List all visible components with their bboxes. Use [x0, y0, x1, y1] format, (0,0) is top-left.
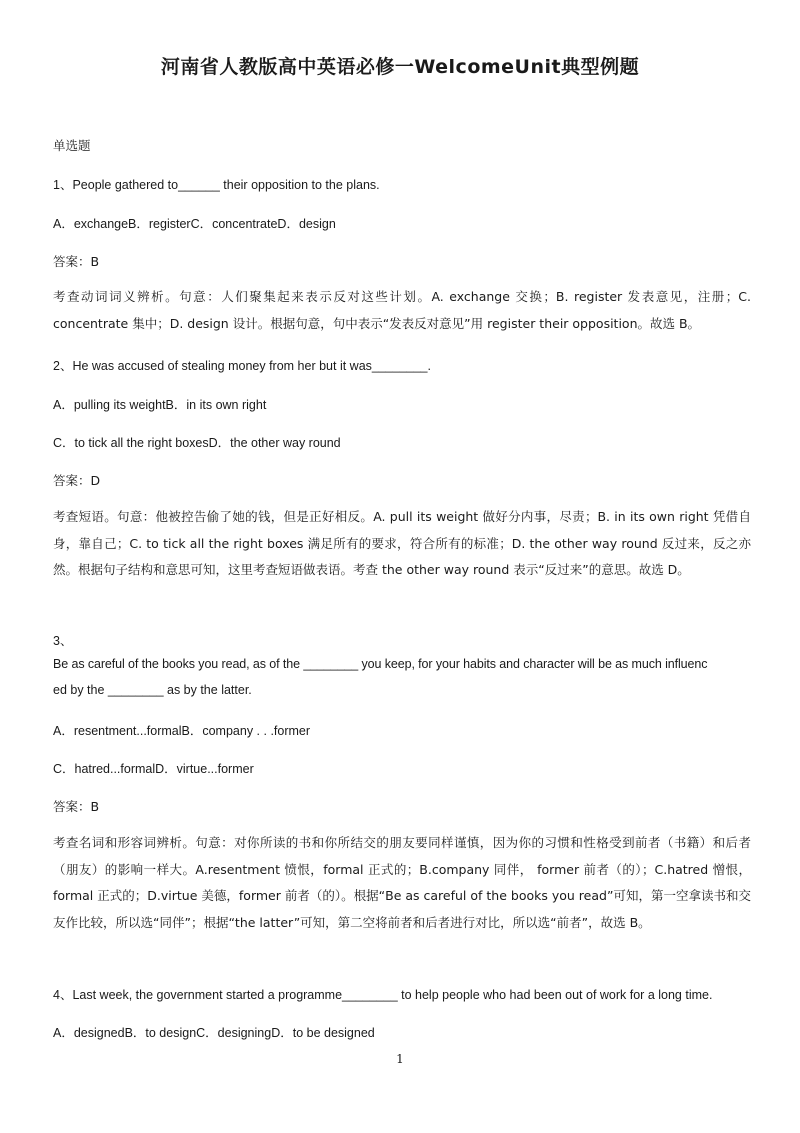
question-1-options: A．exchangeB．registerC．concentrateD．design: [53, 217, 336, 231]
question-3-analysis: 考查名词和形容词辨析。句意：对你所读的书和你所结交的朋友要同样谨慎，因为你的习惯和性格受到前者（书籍）和后者（朋友）的影响一样大。A.resentment 愤恨，formal 正式的；B.company 同伴， former 前者（的）；C.hatred 憎恨，formal 正式的；D.virtue 美德，former 前者（的）。根据“Be as careful of the books you read”可知，第一空拿读书和交友作比较，所以选“同伴”；根据“the latter”可知，第二空将前者和后者进行对比，所以选“前者”，故选 B。: [53, 835, 751, 931]
question-1-analysis: 考查动词词义辨析。句意：人们聚集起来表示反对这些计划。A. exchange 交换；B. register 发表意见，注册；C. concentrate 集中；D. design 设计。根据句意，句中表示“发表反对意见”用 register their opposition。故选 B。: [53, 289, 751, 331]
question-4-options: A．designedB．to designC．designingD．to be designed: [53, 1026, 375, 1040]
section-heading: 单选题: [53, 138, 91, 153]
question-2-analysis: 考查短语。句意：他被控告偷了她的钱，但是正好相反。A. pull its weight 做好分内事，尽责；B. in its own right 凭借自身，靠自己；C. to tick all the right boxes 满足所有的要求，符合所有的标准；D. the other way round 反过来，反之亦然。根据句子结构和意思可知，这里考查短语做表语。考查 the other way round 表示“反过来”的意思。故选 D。: [53, 509, 751, 578]
page-number: 1: [396, 1052, 404, 1066]
question-2-options-line2: C．to tick all the right boxesD．the other way round: [53, 436, 341, 450]
question-2-options-line1: A．pulling its weightB．in its own right: [53, 398, 267, 412]
question-1-answer: 答案：B: [53, 254, 100, 269]
question-3-answer: 答案：B: [53, 799, 100, 814]
question-3-options-line2: C．hatred...formalD．virtue...former: [53, 762, 254, 776]
question-2-answer: 答案：D: [53, 473, 101, 488]
question-1-stem: 1、People gathered to______ their opposition to the plans.: [53, 178, 380, 192]
question-3-stem-line2: ed by the ________ as by the latter.: [53, 683, 252, 697]
question-2-stem: 2、He was accused of stealing money from her but it was________.: [53, 359, 431, 373]
question-3-number: 3、: [53, 634, 73, 648]
document-title: 河南省人教版高中英语必修一WelcomeUnit典型例题: [160, 56, 640, 78]
question-4-stem: 4、Last week, the government started a programme________ to help people who had been out of work for a long time.: [53, 988, 713, 1002]
question-3-options-line1: A．resentment...formalB．company . . .former: [53, 724, 311, 738]
question-3-stem-line1: Be as careful of the books you read, as of the ________ you keep, for your habits and character will be as much influenc: [53, 657, 708, 671]
